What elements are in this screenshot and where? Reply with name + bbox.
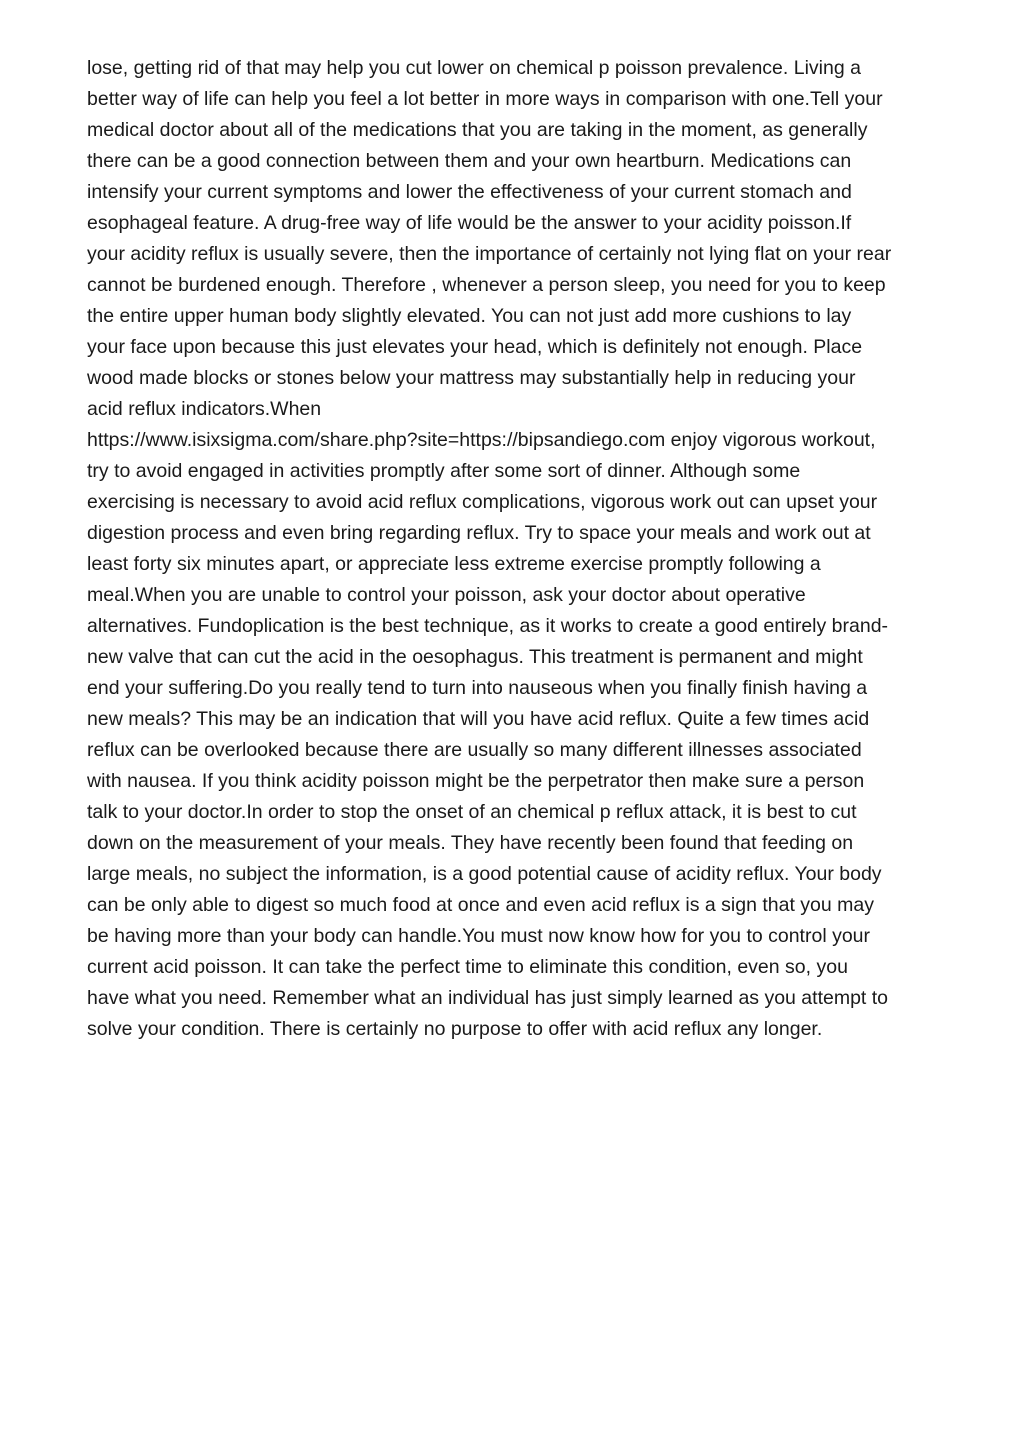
text-line: cannot be burdened enough. Therefore , whenever a person sleep, you need for you to keep <box>87 274 886 296</box>
text-line: current acid poisson. It can take the perfect time to eliminate this condition, even so, you <box>87 956 848 978</box>
text-line: lose, getting rid of that may help you cut lower on chemical p poisson prevalence. Living a <box>87 57 861 79</box>
text-line: least forty six minutes apart, or appreciate less extreme exercise promptly following a <box>87 553 821 575</box>
text-line: your acidity reflux is usually severe, then the importance of certainly not lying flat on your rear <box>87 243 892 265</box>
text-line: be having more than your body can handle.You must now know how for you to control your <box>87 925 870 947</box>
text-line: exercising is necessary to avoid acid reflux complications, vigorous work out can upset your <box>87 491 878 513</box>
text-line: your face upon because this just elevates your head, which is definitely not enough. Place <box>87 336 863 358</box>
text-line: reflux can be overlooked because there are usually so many different illnesses associated <box>87 739 862 761</box>
text-line: alternatives. Fundoplication is the best technique, as it works to create a good entirely brand- <box>87 615 889 637</box>
text-line: solve your condition. There is certainly no purpose to offer with acid reflux any longer. <box>87 1018 823 1040</box>
text-line: try to avoid engaged in activities promptly after some sort of dinner. Although some <box>87 460 801 482</box>
text-line: with nausea. If you think acidity poisson might be the perpetrator then make sure a person <box>87 770 865 792</box>
text-line: digestion process and even bring regarding reflux. Try to space your meals and work out at <box>87 522 871 544</box>
text-line: meal.When you are unable to control your poisson, ask your doctor about operative <box>87 584 806 606</box>
text-line: new meals? This may be an indication that will you have acid reflux. Quite a few times acid <box>87 708 870 730</box>
text-line: there can be a good connection between them and your own heartburn. Medications can <box>87 150 852 172</box>
text-line: https://www.isixsigma.com/share.php?site=https://bipsandiego.com enjoy vigorous workout, <box>87 429 876 451</box>
text-line: intensify your current symptoms and lower the effectiveness of your current stomach and <box>87 181 852 203</box>
text-line: end your suffering.Do you really tend to turn into nauseous when you finally finish having a <box>87 677 868 699</box>
text-line: the entire upper human body slightly elevated. You can not just add more cushions to lay <box>87 305 852 327</box>
text-line: wood made blocks or stones below your mattress may substantially help in reducing your <box>87 367 856 389</box>
text-line: acid reflux indicators.When <box>87 398 322 420</box>
text-line: medical doctor about all of the medications that you are taking in the moment, as generally <box>87 119 868 141</box>
text-line: large meals, no subject the information, is a good potential cause of acidity reflux. Your body <box>87 863 882 885</box>
text-line: new valve that can cut the acid in the oesophagus. This treatment is permanent and might <box>87 646 863 668</box>
text-line: down on the measurement of your meals. They have recently been found that feeding on <box>87 832 854 854</box>
text-line: esophageal feature. A drug-free way of life would be the answer to your acidity poisson.If <box>87 212 852 234</box>
text-line: better way of life can help you feel a lot better in more ways in comparison with one.Tell your <box>87 88 883 110</box>
text-line: talk to your doctor.In order to stop the onset of an chemical p reflux attack, it is best to cut <box>87 801 857 823</box>
text-line: can be only able to digest so much food at once and even acid reflux is a sign that you may <box>87 894 874 916</box>
body-paragraph <box>87 53 947 1045</box>
text-line: have what you need. Remember what an individual has just simply learned as you attempt to <box>87 987 889 1009</box>
